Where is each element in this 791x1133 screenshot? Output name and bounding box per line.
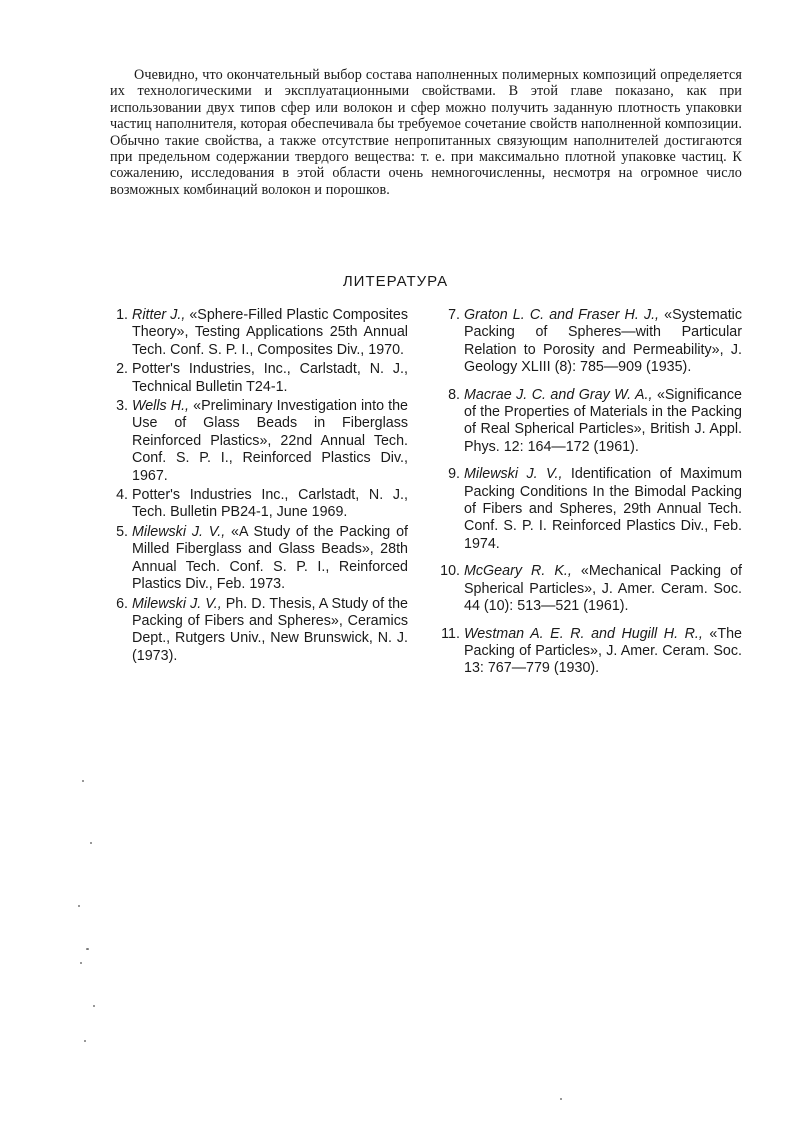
scan-speck	[82, 780, 84, 782]
reference-author: McGeary R. K.,	[464, 563, 572, 580]
reference-number: 11.	[441, 625, 460, 642]
reference-item	[100, 361, 408, 396]
reference-item	[430, 466, 742, 553]
reference-number: 5.	[116, 523, 128, 540]
scan-speck	[78, 905, 80, 907]
reference-body: «Preliminary Investigation into the Use of Glass Beads in Fiberglass Reinforced Plastics», 22nd Annual Tech. Conf. S. P. I., Reinforced Plastics Div., 1967.	[132, 398, 408, 484]
reference-number: 7.	[448, 307, 460, 323]
reference-text	[464, 387, 742, 457]
reference-number: 4.	[116, 487, 128, 504]
reference-item	[100, 596, 408, 666]
reference-number: 3.	[116, 398, 128, 415]
reference-body: Ph. D. Thesis, A Study of the Packing of Fibers and Spheres», Ceramics Dept., Rutgers Univ., New Brunswick, N. J. (1973).	[132, 595, 409, 664]
reference-text	[464, 307, 742, 377]
reference-body: Potter's Industries, Inc., Carlstadt, N. J., Technical Bulletin T24-1.	[132, 361, 408, 395]
reference-item	[430, 563, 742, 615]
reference-text	[464, 563, 742, 615]
reference-number: 1.	[116, 307, 128, 323]
references-column-left	[100, 307, 408, 667]
references-column-right	[430, 307, 742, 688]
reference-text	[132, 524, 408, 594]
scan-speck	[84, 1040, 86, 1042]
reference-number: 8.	[448, 386, 460, 403]
reference-author: Wells H.,	[132, 398, 190, 415]
body-paragraph: Очевидно, что окончательный выбор состава наполненных полимерных композиций определяется их технологическими и эксплуатационными свойствами. В этой главе показано, как при использовании двух типов сфер или волокон и сфер можно получить заданную плотность упаковки частиц наполнителя, которая обеспечивала бы требуемое сочетание свойств наполненной композиции. Обычно такие свойства, а также отсутствие непропитанных связующим наполнителей достигаются при предельном содержании твердого вещества: т. е. при максимально плотной упаковке частиц. К сожалению, исследования в этой области очень немногочисленны, несмотря на огромное число возможных комбинаций волокон и порошков.	[110, 67, 742, 198]
references-heading: ЛИТЕРАТУРА	[342, 273, 449, 290]
reference-text	[132, 596, 408, 666]
reference-body: «Mechanical Packing of Spherical Particles», J. Amer. Ceram. Soc. 44 (10): 513—521 (1961).	[464, 563, 742, 615]
reference-body: «Sphere-Filled Plastic Composites Theory», Testing Applications 25th Annual Tech. Conf. S. P. I., Composites Div., 1970.	[132, 307, 408, 358]
reference-author: Graton L. C. and Fraser H. J.,	[464, 307, 660, 323]
reference-item	[430, 387, 742, 457]
reference-author: Milewski J. V.,	[132, 523, 226, 540]
reference-author: Milewski J. V.,	[464, 466, 563, 483]
reference-number: 6.	[116, 595, 128, 612]
scan-speck	[86, 948, 89, 950]
reference-body: «The Packing of Particles», J. Amer. Ceram. Soc. 13: 767—779 (1930).	[464, 625, 743, 677]
reference-item	[100, 307, 408, 359]
reference-body: «Significance of the Properties of Materials in the Packing of Real Spherical Particles», British J. Appl. Phys. 12: 164—172 (1961).	[464, 386, 742, 455]
reference-body: Identification of Maximum Packing Conditions In the Bimodal Packing of Fibers and Spheres, 29th Annual Tech. Conf. S. P. I. Reinforced Plastics Div., Feb. 1974.	[464, 466, 742, 552]
reference-body: Potter's Industries Inc., Carlstadt, N. J., Tech. Bulletin PB24-1, June 1969.	[132, 487, 408, 521]
scan-speck	[90, 842, 92, 844]
reference-item	[430, 626, 742, 678]
reference-text	[464, 626, 742, 678]
reference-text	[132, 487, 408, 522]
reference-number: 2.	[116, 361, 128, 378]
reference-number: 9.	[448, 466, 460, 483]
reference-item	[100, 524, 408, 594]
reference-body: «Systematic Packing of Spheres—with Particular Relation to Porosity and Permeability», J. Geology XLIII (8): 785—909 (1935).	[464, 307, 743, 376]
reference-author: Westman A. E. R. and Hugill H. R.,	[464, 625, 703, 642]
reference-item	[100, 398, 408, 485]
reference-item	[100, 487, 408, 522]
reference-item	[430, 307, 742, 377]
reference-body: «A Study of the Packing of Milled Fiberglass and Glass Beads», 28th Annual Tech. Conf. S. P. I., Reinforced Plastics Div., Feb. 1973.	[132, 523, 408, 593]
scan-speck	[93, 1005, 95, 1007]
reference-author: Milewski J. V.,	[132, 595, 222, 612]
reference-author: Macrae J. C. and Gray W. A.,	[464, 386, 653, 403]
scan-speck	[560, 1098, 562, 1100]
scan-speck	[80, 962, 82, 964]
reference-author: Ritter J.,	[132, 307, 186, 323]
reference-text	[132, 361, 408, 396]
reference-text	[464, 466, 742, 553]
reference-text	[132, 398, 408, 485]
reference-number: 10.	[440, 563, 460, 580]
reference-text	[132, 307, 408, 359]
